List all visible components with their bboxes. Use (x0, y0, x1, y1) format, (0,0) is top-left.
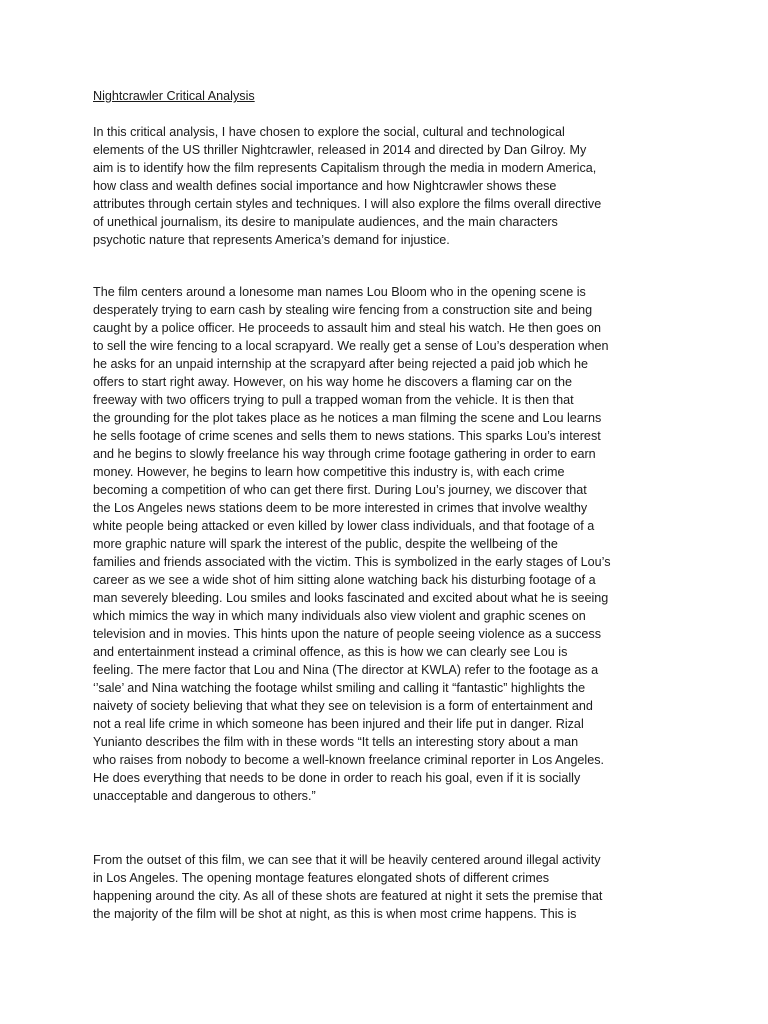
paragraph-line: who raises from nobody to become a well-known freelance criminal reporter in Los Angeles. (93, 753, 604, 767)
paragraph-line: becoming a competition of who can get there first. During Lou’s journey, we discover that (93, 483, 587, 497)
paragraph-line: offers to start right away. However, on his way home he discovers a flaming car on the (93, 375, 573, 389)
paragraph-line: more graphic nature will spark the interest of the public, despite the wellbeing of the (93, 537, 558, 551)
paragraph-line: he asks for an unpaid internship at the scrapyard after being rejected a paid job which he (93, 357, 588, 371)
paragraph-line: television and in movies. This hints upon the nature of people seeing violence as a success (93, 627, 602, 641)
paragraph-line: families and friends associated with the victim. This is symbolized in the early stages of Lou’s (93, 555, 611, 569)
paragraph-line: money. However, he begins to learn how competitive this industry is, with each crime (93, 465, 565, 479)
paragraph-line: the majority of the film will be shot at night, as this is when most crime happens. This is (93, 907, 577, 921)
paragraph-introduction (93, 123, 683, 249)
paragraph-line: The film centers around a lonesome man names Lou Bloom who in the opening scene is (93, 285, 586, 299)
paragraph-line: he sells footage of crime scenes and sells them to news stations. This sparks Lou’s interest (93, 429, 601, 443)
paragraph-line: aim is to identify how the film represents Capitalism through the media in modern America, (93, 161, 597, 175)
paragraph-line: From the outset of this film, we can see that it will be heavily centered around illegal activity (93, 853, 601, 867)
paragraph-line: caught by a police officer. He proceeds to assault him and steal his watch. He then goes on (93, 321, 602, 335)
paragraph-line: to sell the wire fencing to a local scrapyard. We really get a sense of Lou’s desperation when (93, 339, 609, 353)
paragraph-line: freeway with two officers trying to pull a trapped woman from the vehicle. It is then that (93, 393, 574, 407)
paragraph-line: In this critical analysis, I have chosen to explore the social, cultural and technological (93, 125, 565, 139)
paragraph-line: ‘’sale’ and Nina watching the footage whilst smiling and calling it “fantastic” highlights the (93, 681, 586, 695)
paragraph-line: unacceptable and dangerous to others.” (93, 789, 316, 803)
paragraph-opening-analysis (93, 851, 683, 923)
paragraph-line: desperately trying to earn cash by stealing wire fencing from a construction site and being (93, 303, 593, 317)
paragraph-line: happening around the city. As all of these shots are featured at night it sets the premise that (93, 889, 603, 903)
paragraph-line: the grounding for the plot takes place as he notices a man filming the scene and Lou learns (93, 411, 602, 425)
paragraph-line: which mimics the way in which many individuals also view violent and graphic scenes on (93, 609, 586, 623)
paragraph-plot-summary (93, 283, 683, 805)
paragraph-line: and entertainment instead a criminal offence, as this is how we can clearly see Lou is (93, 645, 568, 659)
paragraph-line: the Los Angeles news stations deem to be more interested in crimes that involve wealthy (93, 501, 588, 515)
document-title: Nightcrawler Critical Analysis (93, 89, 255, 103)
paragraph-line: man severely bleeding. Lou smiles and looks fascinated and excited about what he is seeing (93, 591, 609, 605)
paragraph-line: and he begins to slowly freelance his way through crime footage gathering in order to earn (93, 447, 596, 461)
paragraph-line: psychotic nature that represents America’s demand for injustice. (93, 233, 450, 247)
paragraph-line: feeling. The mere factor that Lou and Nina (The director at KWLA) refer to the footage as a (93, 663, 599, 677)
paragraph-line: He does everything that needs to be done in order to reach his goal, even if it is socially (93, 771, 581, 785)
paragraph-line: Yunianto describes the film with in these words “It tells an interesting story about a man (93, 735, 579, 749)
paragraph-line: career as we see a wide shot of him sitting alone watching back his disturbing footage of a (93, 573, 596, 587)
paragraph-line: white people being attacked or even killed by lower class individuals, and that footage of a (93, 519, 595, 533)
paragraph-line: in Los Angeles. The opening montage features elongated shots of different crimes (93, 871, 550, 885)
paragraph-line: attributes through certain styles and techniques. I will also explore the films overall directive (93, 197, 602, 211)
paragraph-line: elements of the US thriller Nightcrawler, released in 2014 and directed by Dan Gilroy. My (93, 143, 587, 157)
paragraph-line: of unethical journalism, its desire to manipulate audiences, and the main characters (93, 215, 558, 229)
paragraph-line: not a real life crime in which someone has been injured and their life put in danger. Rizal (93, 717, 584, 731)
paragraph-line: how class and wealth defines social importance and how Nightcrawler shows these (93, 179, 557, 193)
paragraph-line: naivety of society believing that what they see on television is a form of entertainment and (93, 699, 593, 713)
